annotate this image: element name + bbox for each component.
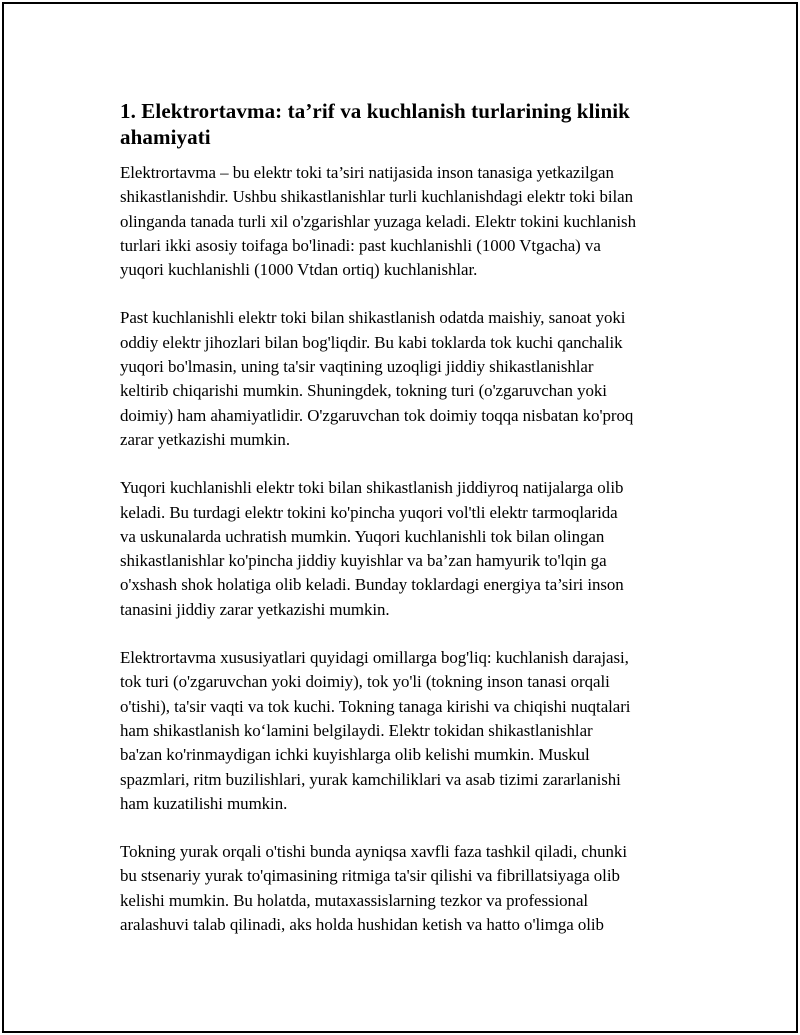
paragraph: Tokning yurak orqali o'tishi bunda ayniqsa xavfli faza tashkil qiladi, chunki bu stsenariy yurak to'qimasining ritmiga ta'sir qilishi va fibrillatsiyaga olib kelishi mumkin. Bu holatda, mutaxassislarning tezkor va professional aralashuvi talab qilinadi, aks holda hushidan ketish va hatto o'limga olib	[120, 842, 627, 935]
section-heading: 1. Elektrortavma: ta’rif va kuchlanish turlarining klinik ahamiyati	[120, 99, 630, 149]
paragraph: Elektrortavma – bu elektr toki ta’siri natijasida inson tanasiga yetkazilgan shikastlanishdir. Ushbu shikastlanishlar turli kuchlanishdagi elektr toki bilan olinganda tanada turli xil o'zgarishlar yuzaga keladi. Elektr tokini kuchlanish turlari ikki asosiy toifaga bo'linadi: past kuchlanishli (1000 Vtgacha) va yuqori kuchlanishli (1000 Vtdan ortiq) kuchlanishlar.	[120, 163, 636, 280]
paragraph: Elektrortavma xususiyatlari quyidagi omillarga bog'liq: kuchlanish darajasi, tok turi (o'zgaruvchan yoki doimiy), tok yo'li (tokning inson tanasi orqali o'tishi), ta'sir vaqti va tok kuchi. Tokning tanaga kirishi va chiqishi nuqtalari ham shikastlanish ko‘lamini belgilaydi. Elektr tokidan shikastlanishlar ba'zan ko'rinmaydigan ichki kuyishlarga olib kelishi mumkin. Muskul spazmlari, ritm buzilishlari, yurak kamchiliklari va asab tizimi zararlanishi ham kuzatilishi mumkin.	[120, 648, 631, 813]
paragraph: Yuqori kuchlanishli elektr toki bilan shikastlanish jiddiyroq natijalarga olib keladi. Bu turdagi elektr tokini ko'pincha yuqori vol'tli elektr tarmoqlarida va uskunalarda uchratish mumkin. Yuqori kuchlanishli tok bilan olingan shikastlanishlar ko'pincha jiddiy kuyishlar va ba’zan hamyurik to'lqin ga o'xshash shok holatiga olib keladi. Bunday toklardagi energiya ta’siri inson tanasini jiddiy zarar yetkazishi mumkin.	[120, 478, 624, 619]
document-page	[2, 2, 798, 1033]
paragraph: Past kuchlanishli elektr toki bilan shikastlanish odatda maishiy, sanoat yoki oddiy elektr jihozlari bilan bog'liqdir. Bu kabi toklarda tok kuchi qanchalik yuqori bo'lmasin, uning ta'sir vaqtining uzoqligi jiddiy shikastlanishlar keltirib chiqarishi mumkin. Shuningdek, tokning turi (o'zgaruvchan yoki doimiy) ham ahamiyatlidir. O'zgaruvchan tok doimiy toqqa nisbatan ko'proq zarar yetkazishi mumkin.	[120, 308, 634, 449]
document-body	[120, 98, 690, 961]
